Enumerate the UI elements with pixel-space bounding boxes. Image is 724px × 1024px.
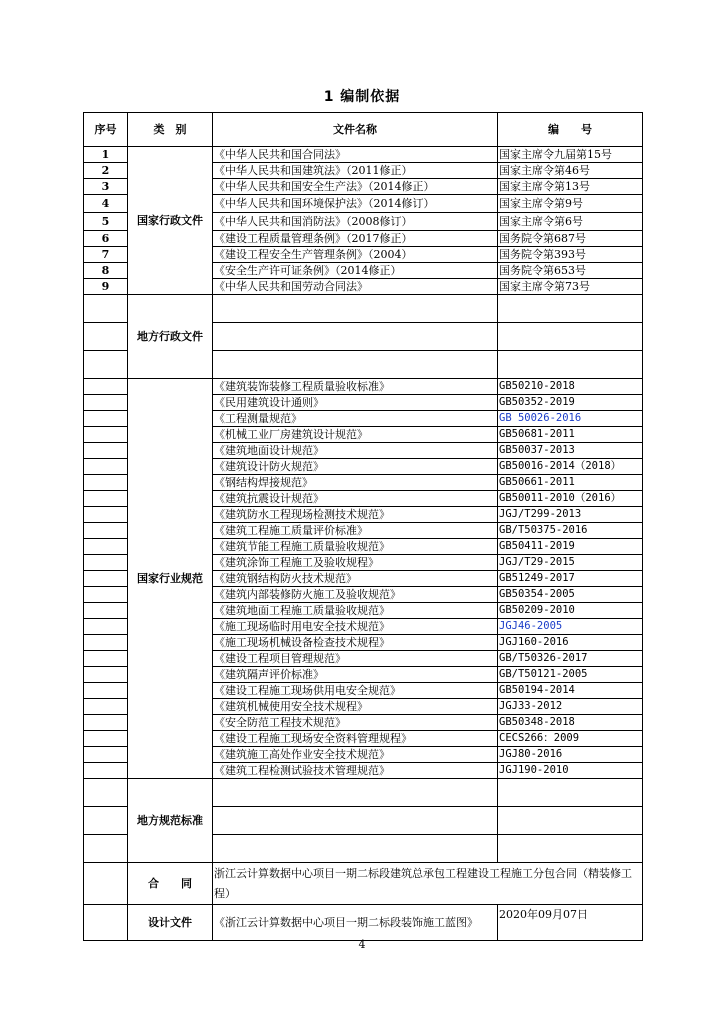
row-code: 国家主席令九届第15号	[498, 147, 643, 163]
header-seq: 序号	[84, 113, 128, 147]
row-code: GB51249-2017	[498, 571, 643, 587]
row-code: GB50210-2018	[498, 379, 643, 395]
row-name: 《工程测量规范》	[213, 411, 498, 427]
row-code: GB50661-2011	[498, 475, 643, 491]
row-name: 《建筑隔声评价标准》	[213, 667, 498, 683]
row-seq	[84, 731, 128, 747]
contract-group	[84, 863, 643, 941]
row-name: 《钢结构焊接规范》	[213, 475, 498, 491]
row-name: 《安全防范工程技术规范》	[213, 715, 498, 731]
row-code: JGJ80-2016	[498, 747, 643, 763]
row-seq	[84, 587, 128, 603]
row-name: 《建筑抗震设计规范》	[213, 491, 498, 507]
row-name: 《施工现场临时用电安全技术规范》	[213, 619, 498, 635]
row-name: 《安全生产许可证条例》（2014修正）	[213, 263, 498, 279]
row-seq	[84, 619, 128, 635]
contract-name: 浙江云计算数据中心项目一期二标段建筑总承包工程建设工程施工分包合同（精装修工程）	[213, 863, 643, 905]
row-code: JGJ/T29-2015	[498, 555, 643, 571]
row-seq	[84, 635, 128, 651]
row-name: 《建筑工程施工质量评价标准》	[213, 523, 498, 539]
row-name: 《建筑节能工程施工质量验收规范》	[213, 539, 498, 555]
row-seq	[84, 683, 128, 699]
row-name: 《机械工业厂房建筑设计规范》	[213, 427, 498, 443]
row-seq	[84, 667, 128, 683]
row-name: 《建筑施工高处作业安全技术规范》	[213, 747, 498, 763]
row-seq	[84, 539, 128, 555]
row-code: GB50194-2014	[498, 683, 643, 699]
row-code: GB/T50121-2005	[498, 667, 643, 683]
row-name: 《中华人民共和国消防法》（2008修订）	[213, 213, 498, 231]
row-code: 国家主席令第6号	[498, 213, 643, 231]
row-code: GB50348-2018	[498, 715, 643, 731]
row-code: 国家主席令第13号	[498, 179, 643, 195]
row-name: 《中华人民共和国安全生产法》（2014修正）	[213, 179, 498, 195]
row-code: GB/T50326-2017	[498, 651, 643, 667]
row-seq: 3	[84, 179, 128, 195]
row-code: GB50681-2011	[498, 427, 643, 443]
row-seq	[84, 491, 128, 507]
row-seq	[84, 411, 128, 427]
row-name: 《建设工程质量管理条例》（2017修正）	[213, 231, 498, 247]
row-code: 国务院令第687号	[498, 231, 643, 247]
design-category: 设计文件	[128, 905, 213, 941]
row-seq	[84, 459, 128, 475]
row-code: GB50411-2019	[498, 539, 643, 555]
row-name: 《建筑涂饰工程施工及验收规程》	[213, 555, 498, 571]
row-code: 国家主席令第9号	[498, 195, 643, 213]
row-code: GB50354-2005	[498, 587, 643, 603]
row-name: 《建筑钢结构防火技术规范》	[213, 571, 498, 587]
row-seq: 7	[84, 247, 128, 263]
row-name: 《建筑工程检测试验技术管理规范》	[213, 763, 498, 779]
row-code: GB50352-2019	[498, 395, 643, 411]
row-name: 《中华人民共和国劳动合同法》	[213, 279, 498, 295]
row-seq	[84, 747, 128, 763]
row-seq	[84, 603, 128, 619]
row-code: GB50209-2010	[498, 603, 643, 619]
row-code: JGJ46-2005	[498, 619, 643, 635]
row-seq	[84, 571, 128, 587]
row-seq	[84, 427, 128, 443]
row-seq	[84, 507, 128, 523]
row-seq	[84, 699, 128, 715]
local-admin-group	[84, 295, 643, 379]
admin-row	[84, 147, 643, 163]
row-seq	[84, 555, 128, 571]
row-name: 《建设工程安全生产管理条例》（2004）	[213, 247, 498, 263]
row-code: GB/T50375-2016	[498, 523, 643, 539]
row-name: 《建筑地面设计规范》	[213, 443, 498, 459]
row-name: 《建筑机械使用安全技术规程》	[213, 699, 498, 715]
row-seq: 1	[84, 147, 128, 163]
contract-category: 合 同	[128, 863, 213, 905]
row-seq	[84, 443, 128, 459]
row-name: 《建设工程项目管理规范》	[213, 651, 498, 667]
row-code: GB 50026-2016	[498, 411, 643, 427]
row-name: 《建筑地面工程施工质量验收规范》	[213, 603, 498, 619]
row-seq	[84, 763, 128, 779]
row-name: 《建筑防水工程现场检测技术规范》	[213, 507, 498, 523]
row-name: 《建筑内部装修防火施工及验收规范》	[213, 587, 498, 603]
national-admin-group	[84, 147, 643, 295]
row-seq: 6	[84, 231, 128, 247]
row-seq: 4	[84, 195, 128, 213]
row-name: 《建设工程施工现场安全资料管理规程》	[213, 731, 498, 747]
national-admin-category: 国家行政文件	[128, 147, 213, 295]
local-standards-group	[84, 779, 643, 863]
row-name: 《建设工程施工现场供用电安全规范》	[213, 683, 498, 699]
section-title: 1 编制依据	[323, 89, 401, 105]
header-code: 编 号	[498, 113, 643, 147]
row-seq	[84, 379, 128, 395]
basis-table	[83, 112, 643, 941]
row-seq: 2	[84, 163, 128, 179]
design-code: 2020年09月07日	[498, 905, 643, 941]
row-code: GB50011-2010（2016）	[498, 491, 643, 507]
table-header-row	[84, 113, 643, 147]
row-code: 国家主席令第46号	[498, 163, 643, 179]
row-seq	[84, 475, 128, 491]
row-code: CECS266：2009	[498, 731, 643, 747]
row-name: 《施工现场机械设备检查技术规程》	[213, 635, 498, 651]
page-number: 4	[358, 938, 366, 951]
national-standards-group	[84, 379, 643, 779]
header-category: 类 别	[128, 113, 213, 147]
row-name: 《建筑设计防火规范》	[213, 459, 498, 475]
row-seq: 9	[84, 279, 128, 295]
row-code: 国务院令第653号	[498, 263, 643, 279]
row-seq	[84, 651, 128, 667]
row-seq	[84, 715, 128, 731]
row-code: GB50016-2014（2018）	[498, 459, 643, 475]
row-name: 《建筑装饰装修工程质量验收标准》	[213, 379, 498, 395]
local-standards-category: 地方规范标准	[128, 779, 213, 863]
row-name: 《中华人民共和国建筑法》（2011修正）	[213, 163, 498, 179]
row-code: GB50037-2013	[498, 443, 643, 459]
row-code: JGJ190-2010	[498, 763, 643, 779]
row-name: 《中华人民共和国环境保护法》（2014修订）	[213, 195, 498, 213]
standard-row	[84, 379, 643, 395]
national-standards-category: 国家行业规范	[128, 379, 213, 779]
row-code: JGJ/T299-2013	[498, 507, 643, 523]
row-code: JGJ160-2016	[498, 635, 643, 651]
header-name: 文件名称	[213, 113, 498, 147]
row-seq: 8	[84, 263, 128, 279]
row-code: 国家主席令第73号	[498, 279, 643, 295]
design-name: 《浙江云计算数据中心项目一期二标段装饰施工蓝图》	[213, 905, 498, 941]
row-seq	[84, 523, 128, 539]
row-seq: 5	[84, 213, 128, 231]
row-code: JGJ33-2012	[498, 699, 643, 715]
row-code: 国务院令第393号	[498, 247, 643, 263]
row-name: 《民用建筑设计通则》	[213, 395, 498, 411]
local-admin-category: 地方行政文件	[128, 295, 213, 379]
row-name: 《中华人民共和国合同法》	[213, 147, 498, 163]
row-seq	[84, 395, 128, 411]
